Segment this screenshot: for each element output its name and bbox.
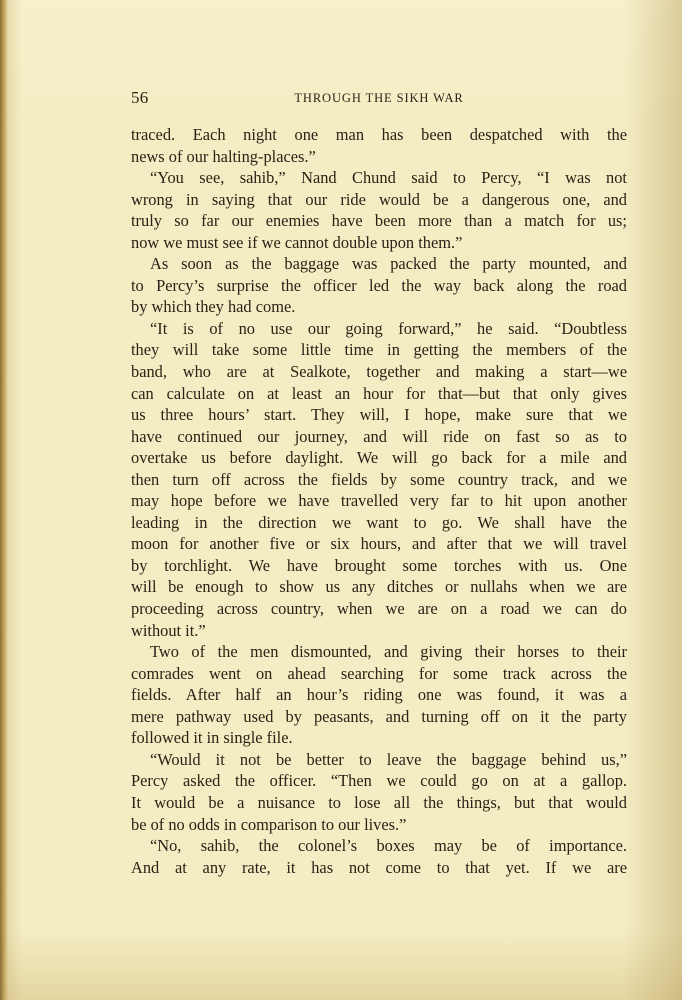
text-line: by which they had come. [131,297,296,317]
text-line: may hope before we have travelled very far to hit upon another [131,491,627,511]
text-line: without it.” [131,620,206,640]
text-line: wrong in saying that our ride would be a dangerous one, and [131,189,627,209]
text-line: It would be a nuisance to lose all the things, but that would [131,792,627,812]
text-line: be of no odds in comparison to our lives.” [131,814,407,834]
text-line: proceeding across country, when we are on a road we can do [131,599,627,619]
text-line: mere pathway used by peasants, and turning off on it the party [131,706,627,726]
text-line: leading in the direction we want to go. We shall have the [131,512,627,532]
text-line: moon for another five or six hours, and after that we will travel [131,534,627,554]
text-line: they will take some little time in getting the members of the [131,340,627,360]
text-line: band, who are at Sealkote, together and making a start—we [131,362,627,382]
running-head: THROUGH THE SIKH WAR [294,91,464,105]
text-line: “It is of no use our going forward,” he said. “Doubtless [150,318,627,338]
text-line: And at any rate, it has not come to that yet. If we are [131,857,627,877]
page-header [131,88,627,112]
text-line: comrades went on ahead searching for some track across the [131,663,627,683]
text-line: traced. Each night one man has been despatched with the [131,125,627,144]
text-line: followed it in single file. [131,728,293,748]
text-line: truly so far our enemies have been more than a match for us; [131,211,627,231]
page-binding-edge [0,0,8,1000]
text-line: now we must see if we cannot double upon them.” [131,232,463,252]
page-number: 56 [131,88,149,107]
text-line: “You see, sahib,” Nand Chund said to Percy, “I was not [150,168,627,188]
body-text [131,124,627,878]
text-line: by torchlight. We have brought some torches with us. One [131,555,627,575]
text-line: to Percy’s surprise the officer led the way back along the road [131,275,627,295]
text-line: then turn off across the fields by some country track, and we [131,469,627,489]
text-line: overtake us before daylight. We will go back for a mile and [131,448,627,468]
text-line: fields. After half an hour’s riding one was found, it was a [131,685,627,705]
text-line: can calculate on at least an hour for that—but that only gives [131,383,627,403]
text-line: have continued our journey, and will ride on fast so as to [131,426,627,446]
text-line: “Would it not be better to leave the baggage behind us,” [150,749,627,769]
text-line: Two of the men dismounted, and giving their horses to their [150,642,627,662]
text-line: “No, sahib, the colonel’s boxes may be of importance. [150,836,627,856]
text-line: Percy asked the officer. “Then we could go on at a gallop. [131,771,627,791]
text-line: will be enough to show us any ditches or nullahs when we are [131,577,627,597]
text-line: As soon as the baggage was packed the party mounted, and [150,254,627,274]
text-line: news of our halting-places.” [131,146,316,166]
text-line: us three hours’ start. They will, I hope, make sure that we [131,405,627,425]
